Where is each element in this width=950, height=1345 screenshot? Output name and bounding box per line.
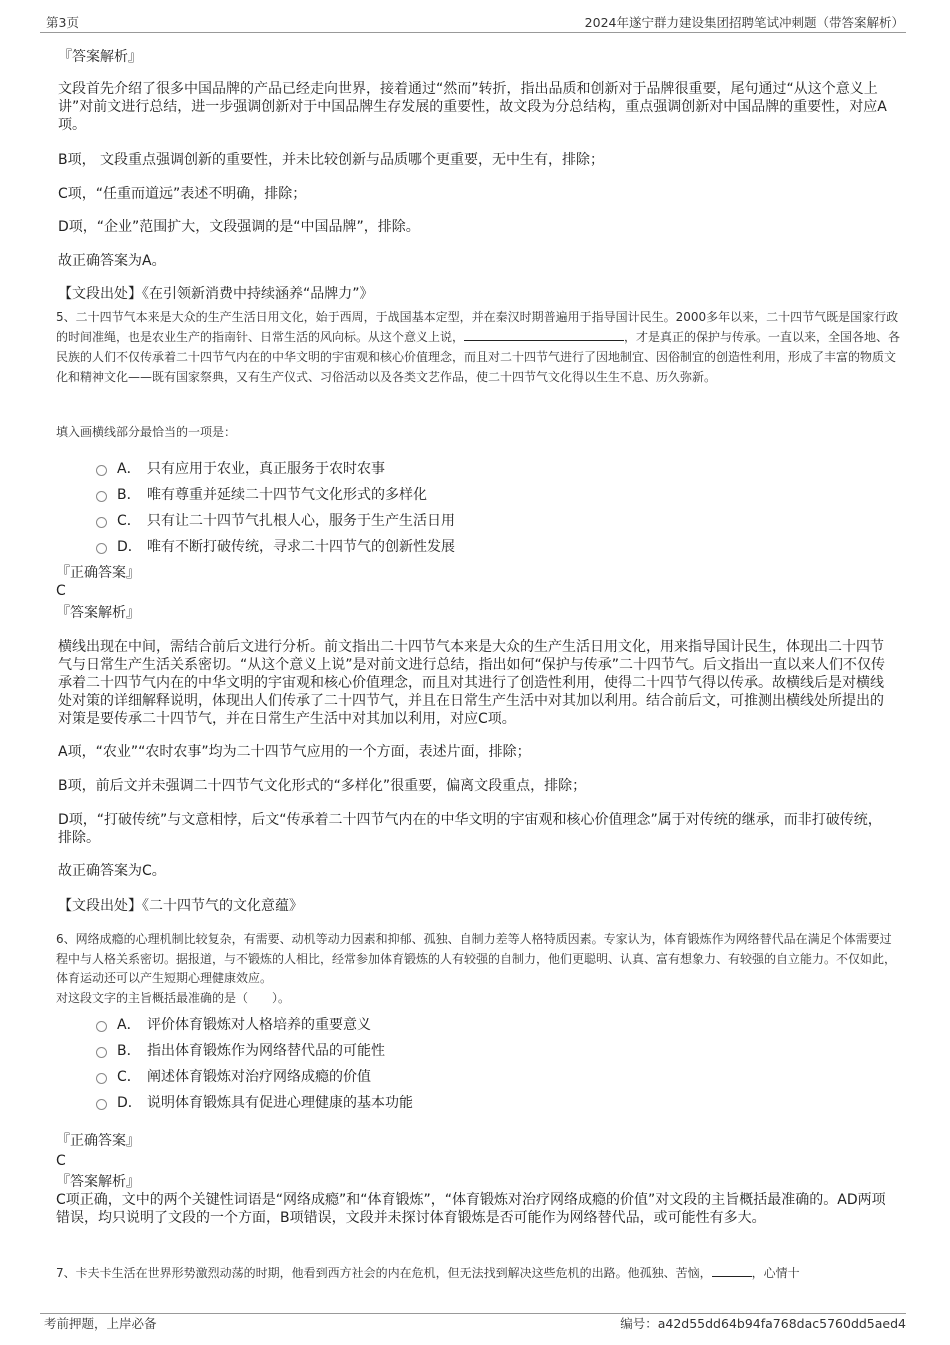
analysis-text: C项正确，文中的两个关键性词语是“网络成瘾”和“体育锻炼”，“体育锻炼对治疗网络成瘾的价值”对文段的主旨概括最准确的。AD两项错误，均只说明了文段的一个方面，B项错误，文段并未探讨体育锻炼是否可能作为网络替代品，或可能性有多大。 bbox=[56, 1192, 886, 1226]
option-text: 唯有尊重并延续二十四节气文化形式的多样化 bbox=[147, 487, 427, 503]
question-6-prompt: 对这段文字的主旨概括最准确的是（ ）。 bbox=[56, 991, 291, 1005]
option-a[interactable] bbox=[96, 1014, 371, 1034]
conclusion: 故正确答案为C。 bbox=[58, 863, 166, 879]
option-letter: D． bbox=[117, 539, 142, 555]
answer: C bbox=[56, 1153, 66, 1169]
source: 【文段出处】《在引领新消费中持续涵养“品牌力”》 bbox=[58, 286, 374, 302]
option-letter: B． bbox=[117, 1043, 141, 1059]
question-5-prompt: 填入画横线部分最恰当的一项是： bbox=[56, 425, 237, 439]
document-title: 2024年遂宁群力建设集团招聘笔试冲刺题（带答案解析） bbox=[584, 15, 904, 30]
radio-icon[interactable] bbox=[96, 1073, 107, 1084]
stem-part: 7、卡夫卡生活在世界形势激烈动荡的时期，他看到西方社会的内在危机，但无法找到解决这些危机的出路。他孤独、苦恼， bbox=[56, 1266, 712, 1280]
option-letter: B． bbox=[117, 487, 141, 503]
radio-icon[interactable] bbox=[96, 491, 107, 502]
option-d[interactable] bbox=[96, 536, 455, 556]
fill-blank bbox=[712, 1266, 752, 1277]
footer-code: 编号：a42d55dd64b94fa768dac5760dd5aed4 bbox=[620, 1316, 906, 1331]
option-c[interactable] bbox=[96, 510, 455, 530]
stem-part: ，心情十 bbox=[751, 1266, 800, 1280]
option-c[interactable] bbox=[96, 1066, 371, 1086]
option-a-analysis: A项，“农业”“农时农事”均为二十四节气应用的一个方面，表述片面，排除； bbox=[58, 744, 531, 760]
analysis-label: 『答案解析』 bbox=[56, 605, 140, 621]
analysis-text: 文段首先介绍了很多中国品牌的产品已经走向世界，接着通过“然而”转折，指出品质和创新对于品牌很重要，尾句通过“从这个意义上讲”对前文进行总结，进一步强调创新对于中国品牌生存发展的重要性，故文段为分总结构，重点强调创新对中国品牌的重要性，对应A项。 bbox=[58, 81, 887, 133]
option-d-analysis: D项，“企业”范围扩大，文段强调的是“中国品牌”，排除。 bbox=[58, 219, 420, 235]
radio-icon[interactable] bbox=[96, 517, 107, 528]
analysis-text: 横线出现在中间，需结合前后文进行分析。前文指出二十四节气本来是大众的生产生活日用文化，用来指导国计民生，体现出二十四节气与日常生产生活关系密切。“从这个意义上说”是对前文进行总结，指出如何“保护与传承”二十四节气。后文指出一直以来人们不仅传承着二十四节气内在的中华文明的宇宙观和核心价值理念，而且对其进行了创造性利用，使得二十四节气得以传承。故横线后是对横线处对策的详细解释说明，体现出人们传承了二十四节气，并且在日常生产生活中对其加以利用。结合前后文，可推测出横线处所提出的对策是要传承二十四节气，并在日常生产生活中对其加以利用，对应C项。 bbox=[58, 639, 886, 727]
option-text: 评价体育锻炼对人格培养的重要意义 bbox=[147, 1017, 371, 1033]
header-divider bbox=[40, 32, 906, 33]
option-letter: D． bbox=[117, 1095, 142, 1111]
radio-icon[interactable] bbox=[96, 1099, 107, 1110]
option-b-analysis: B项，前后文并未强调二十四节气文化形式的“多样化”很重要，偏离文段重点，排除； bbox=[58, 778, 587, 794]
option-d-analysis: D项，“打破传统”与文意相悖，后文“传承着二十四节气内在的中华文明的宇宙观和核心价值理念”属于对传统的继承，而非打破传统，排除。 bbox=[58, 812, 882, 846]
analysis-label: 『答案解析』 bbox=[56, 1174, 140, 1190]
answer-label: 『正确答案』 bbox=[56, 1133, 140, 1149]
stem-part: 5、二十四节气本来是大众的生产生活日用文化，始于西周，于战国基本定型，并在秦汉时期普遍用于指导国计民生。2000多年以来，二十四节气既是国家行政的时间准绳，也是农业生产的指南针、日常生活的风向标。从这个意义上说， bbox=[56, 310, 899, 344]
radio-icon[interactable] bbox=[96, 1021, 107, 1032]
radio-icon[interactable] bbox=[96, 1047, 107, 1058]
option-b[interactable] bbox=[96, 484, 427, 504]
option-text: 只有让二十四节气扎根人心，服务于生产生活日用 bbox=[147, 513, 455, 529]
option-d[interactable] bbox=[96, 1092, 413, 1112]
option-letter: C． bbox=[117, 1069, 141, 1085]
option-a[interactable] bbox=[96, 458, 385, 478]
option-letter: C． bbox=[117, 513, 141, 529]
footer-slogan: 考前押题，上岸必备 bbox=[44, 1316, 157, 1331]
answer: C bbox=[56, 583, 66, 599]
answer-label: 『正确答案』 bbox=[56, 565, 140, 581]
option-text: 唯有不断打破传统，寻求二十四节气的创新性发展 bbox=[147, 539, 455, 555]
question-7-stem bbox=[56, 1263, 901, 1283]
question-6-stem: 6、网络成瘾的心理机制比较复杂，有需要、动机等动力因素和抑郁、孤独、自制力差等人格特质因素。专家认为，体育锻炼作为网络替代品在满足个体需要过程中与人格关系密切。据报道，与不锻炼的人相比，经常参加体育锻炼的人有较强的自制力，他们更聪明、认真、富有想象力、有较强的自立能力。不仅如此，体育运动还可以产生短期心理健康效应。 bbox=[56, 932, 897, 985]
option-b-analysis: B项， 文段重点强调创新的重要性，并未比较创新与品质哪个更重要，无中生有，排除； bbox=[58, 152, 605, 168]
option-b[interactable] bbox=[96, 1040, 385, 1060]
analysis-label: 『答案解析』 bbox=[58, 49, 142, 65]
fill-blank bbox=[464, 330, 624, 341]
radio-icon[interactable] bbox=[96, 543, 107, 554]
option-text: 说明体育锻炼具有促进心理健康的基本功能 bbox=[147, 1095, 413, 1111]
option-text: 阐述体育锻炼对治疗网络成瘾的价值 bbox=[147, 1069, 371, 1085]
page-number: 第3页 bbox=[46, 15, 79, 30]
source: 【文段出处】《二十四节气的文化意蕴》 bbox=[58, 898, 303, 914]
stem-part: ，才是真正的保护与传承。一直以来，全国各地、各民族的人们不仅传承着二十四节气内在的中华文明的宇宙观和核心价值理念，而且对二十四节气进行了因地制宜、因俗制宜的创造性利用，形成了丰富的物质文化和精神文化——既有国家祭典，又有生产仪式、习俗活动以及各类文艺作品，使二十四节气文化得以生生不息、历久弥新。 bbox=[56, 330, 901, 384]
option-c-analysis: C项，“任重而道远”表述不明确，排除； bbox=[58, 186, 307, 202]
question-5-stem bbox=[56, 307, 901, 387]
option-letter: A． bbox=[117, 461, 141, 477]
radio-icon[interactable] bbox=[96, 465, 107, 476]
conclusion: 故正确答案为A。 bbox=[58, 253, 166, 269]
option-text: 只有应用于农业，真正服务于农时农事 bbox=[147, 461, 385, 477]
option-text: 指出体育锻炼作为网络替代品的可能性 bbox=[147, 1043, 385, 1059]
option-letter: A． bbox=[117, 1017, 141, 1033]
